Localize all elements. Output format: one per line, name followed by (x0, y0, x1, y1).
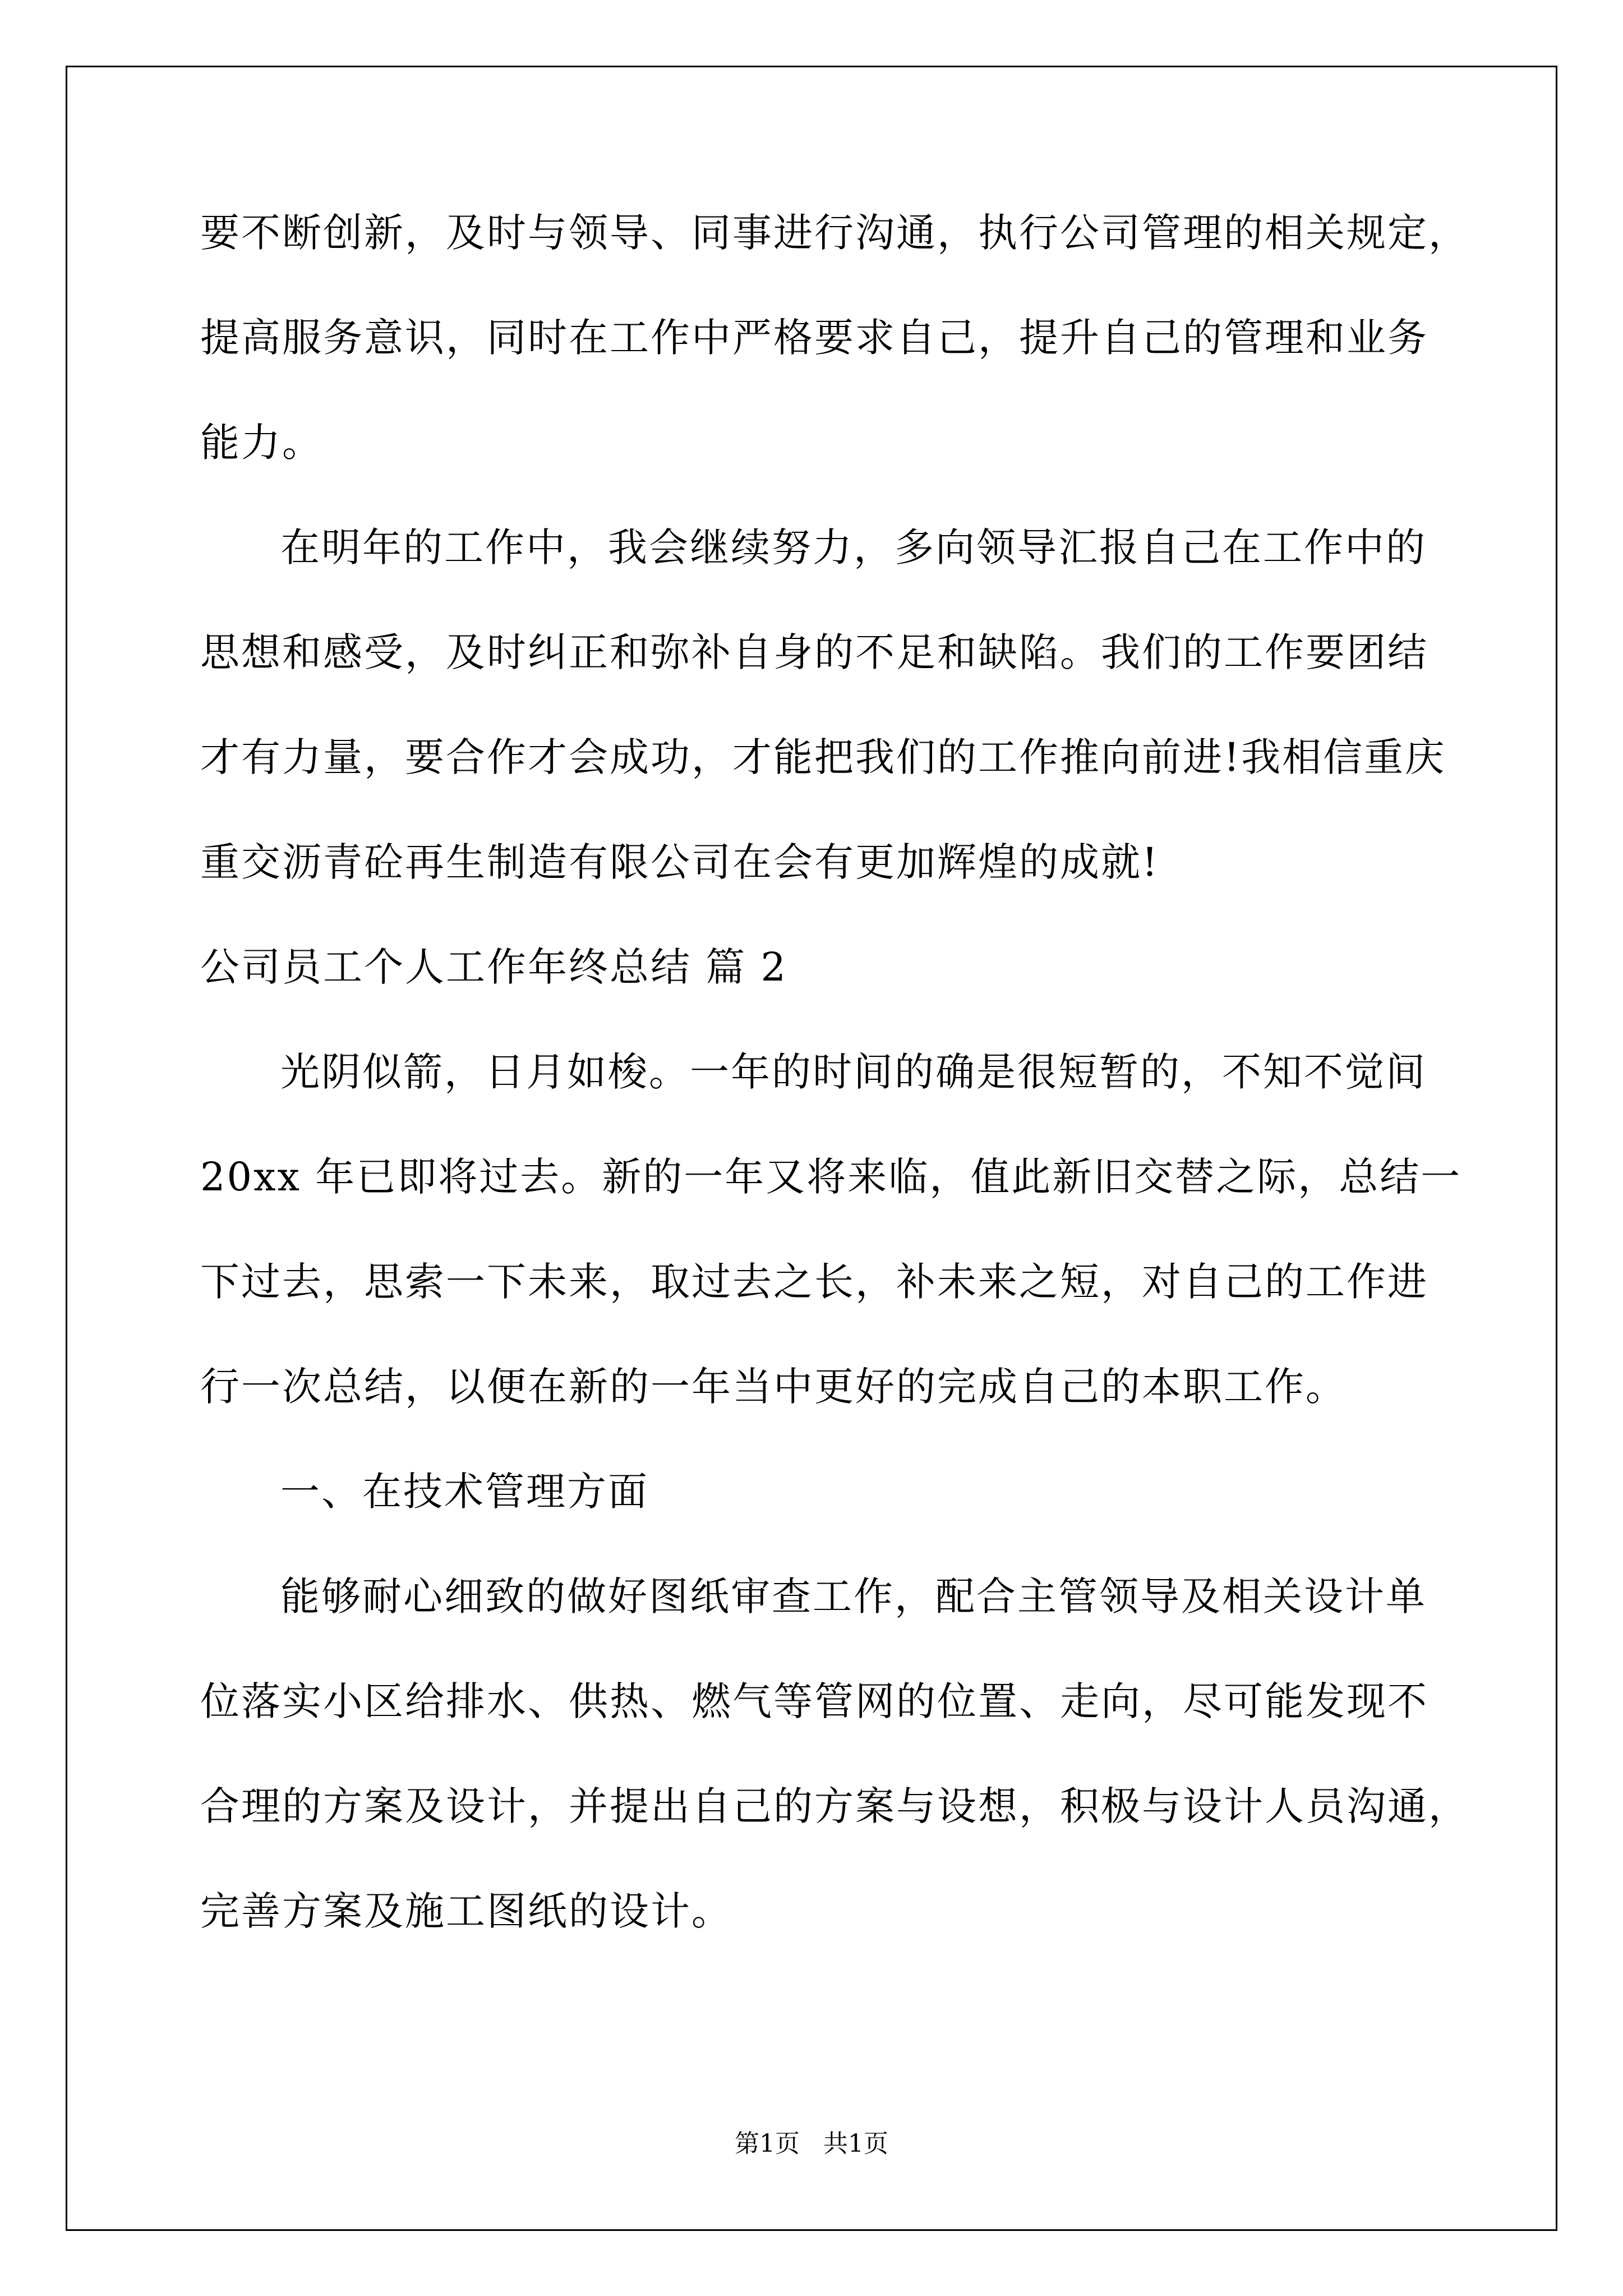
paragraph-line: 提高服务意识，同时在工作中严格要求自己，提升自己的管理和业务 (200, 315, 1428, 361)
paragraph-line: 合理的方案及设计，并提出自己的方案与设想，积极与设计人员沟通， (200, 1783, 1469, 1829)
paragraph-line: 要不断创新，及时与领导、同事进行沟通，执行公司管理的相关规定， (200, 210, 1469, 256)
paragraph-line: 位落实小区给排水、供热、燃气等管网的位置、走向，尽可能发现不 (200, 1678, 1428, 1724)
paragraph-line: 思想和感受，及时纠正和弥补自身的不足和缺陷。我们的工作要团结 (200, 629, 1428, 675)
paragraph-line: 下过去，思索一下未来，取过去之长，补未来之短，对自己的工作进 (200, 1259, 1428, 1305)
page-footer: 第1页 共1页 (735, 2129, 888, 2158)
paragraph-line: 完善方案及施工图纸的设计。 (200, 1888, 732, 1934)
paragraph-line: 能够耐心细致的做好图纸审查工作，配合主管领导及相关设计单 (280, 1573, 1427, 1619)
paragraph-line: 20xx 年已即将过去。新的一年又将来临，值此新旧交替之际，总结一 (200, 1154, 1462, 1200)
section-heading: 公司员工个人工作年终总结 篇 2 (200, 944, 788, 990)
paragraph-line: 光阴似箭，日月如梭。一年的时间的确是很短暂的，不知不觉间 (280, 1049, 1427, 1095)
paragraph-line: 能力。 (200, 420, 323, 466)
subsection-heading: 一、在技术管理方面 (280, 1469, 649, 1515)
paragraph-line: 重交沥青砼再生制造有限公司在会有更加辉煌的成就! (200, 839, 1160, 885)
paragraph-line: 行一次总结，以便在新的一年当中更好的完成自己的本职工作。 (200, 1364, 1347, 1410)
paragraph-line: 在明年的工作中，我会继续努力，多向领导汇报自己在工作中的 (280, 524, 1427, 570)
paragraph-line: 才有力量，要合作才会成功，才能把我们的工作推向前进!我相信重庆 (200, 734, 1446, 780)
